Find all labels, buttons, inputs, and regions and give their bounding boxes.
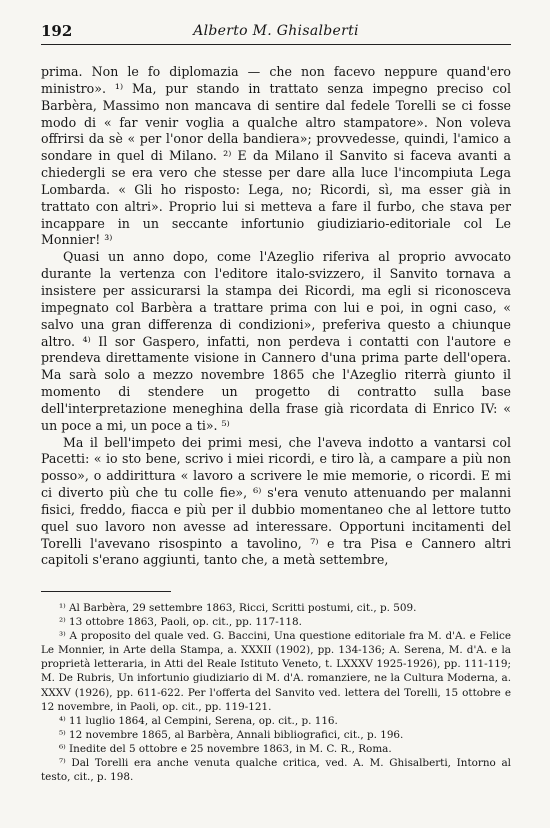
footnote-rule [41,591,171,592]
paragraph-1: prima. Non le fo diplomazia — che non facevo neppure quand'ero ministro». ¹⁾ Ma, pur stando in trattato senza impegno preciso col Barbèra, Massimo non mancava di sentire dal fedele Torelli se ci fosse modo di « far venir voglia a qualche altro stampatore». Non voleva offrirsi da sè « per l'onor della bandiera»; provvedesse, quindi, l'amico a sondare in quel di Milano. ²⁾ E da Milano il Sanvito si faceva avanti a chiedergli se era vero che stesse per dare alla luce l'incompiuta Lega Lombarda. « Gli ho risposto: Lega, no; Ricordi, sì, ma esser già in trattato con altri». Proprio lui si metteva a fare il furbo, che stava per incappare in un seccante infortunio giudiziario-editoriale col Le Monnier! ³⁾ [41,64,511,248]
page-header [41,22,511,42]
footnote-7: ⁷⁾ Dal Torelli era anche venuta qualche critica, ved. A. M. Ghisalberti, Intorno al testo, cit., p. 198. [41,757,511,784]
page-number: 192 [41,22,73,40]
footnote-2: ²⁾ 13 ottobre 1863, Paoli, op. cit., pp. 117-118. [59,616,302,629]
paragraph-2: Quasi un anno dopo, come l'Azeglio riferiva al proprio avvocato durante la vertenza con l'editore italo-svizzero, il Sanvito tornava a insistere per assicurarsi la stampa dei Ricordi, ma egli si riconosceva impegnato col Barbèra a trattare prima con lui e poi, in ogni caso, « salvo una gran differenza di condizioni», preferiva questo a chiunque altro. ⁴⁾ Il sor Gaspero, infatti, non perdeva i contatti con l'autore e prendeva direttamente visione in Cannero d'una prima parte dell'opera. Ma sarà solo a mezzo novembre 1865 che l'Azeglio riterrà giunto il momento di stendere un progetto di contratto sulla base dell'interpretazione meneghina della frase già ricordata di Enrico IV: « un poce a mi, un poce a ti». ⁵⁾ [41,249,511,433]
footnote-3: ³⁾ A proposito del quale ved. G. Baccini, Una questione editoriale fra M. d'A. e Felice Le Monnier, in Arte della Stampa, a. XXXII (1902), pp. 134-136; A. Serena, M. d'A. e la proprietà letteraria, in Atti del Reale Istituto Veneto, t. LXXXV 1925-1926), pp. 111-119; M. De Rubris, Un infortunio giudiziario di M. d'A. romanziere, ne la Cultura Moderna, a. XXXV (1926), pp. 611-622. Per l'offerta del Sanvito ved. lettera del Torelli, 15 ottobre e 12 novembre, in Paoli, op. cit., pp. 119-121. [41,630,511,713]
footnotes [41,601,511,784]
footnote-5: ⁵⁾ 12 novembre 1865, al Barbèra, Annali bibliografici, cit., p. 196. [59,728,404,741]
main-text [41,64,511,569]
footnote-6: ⁶⁾ Inedite del 5 ottobre e 25 novembre 1863, in M. C. R., Roma. [59,742,392,755]
footnote-4: ⁴⁾ 11 luglio 1864, al Cempini, Serena, op. cit., p. 116. [59,714,338,727]
running-title: Alberto M. Ghisalberti [193,23,359,39]
footnote-1: ¹⁾ Al Barbèra, 29 settembre 1863, Ricci, Scritti postumi, cit., p. 509. [59,602,417,614]
header-rule [41,44,511,45]
paragraph-3: Ma il bell'impeto dei primi mesi, che l'aveva indotto a vantarsi col Pacetti: « io sto bene, scrivo i miei ricordi, e tiro là, a campare a più non posso», o addirittura « lavoro a scrivere le mie memorie, o ricordi. E mi ci diverto più che tu colle fie», ⁶⁾ s'era venuto attenuando per malanni fisici, freddo, fiacca e più per il dubbio momentaneo che al lettore tutto quel suo lavoro non avesse ad interessare. Opportuni incitamenti del Torelli l'avevano risospinto a tavolino, ⁷⁾ e tra Pisa e Cannero altri capitoli s'erano aggiunti, tanto che, a metà settembre, [41,434,511,568]
